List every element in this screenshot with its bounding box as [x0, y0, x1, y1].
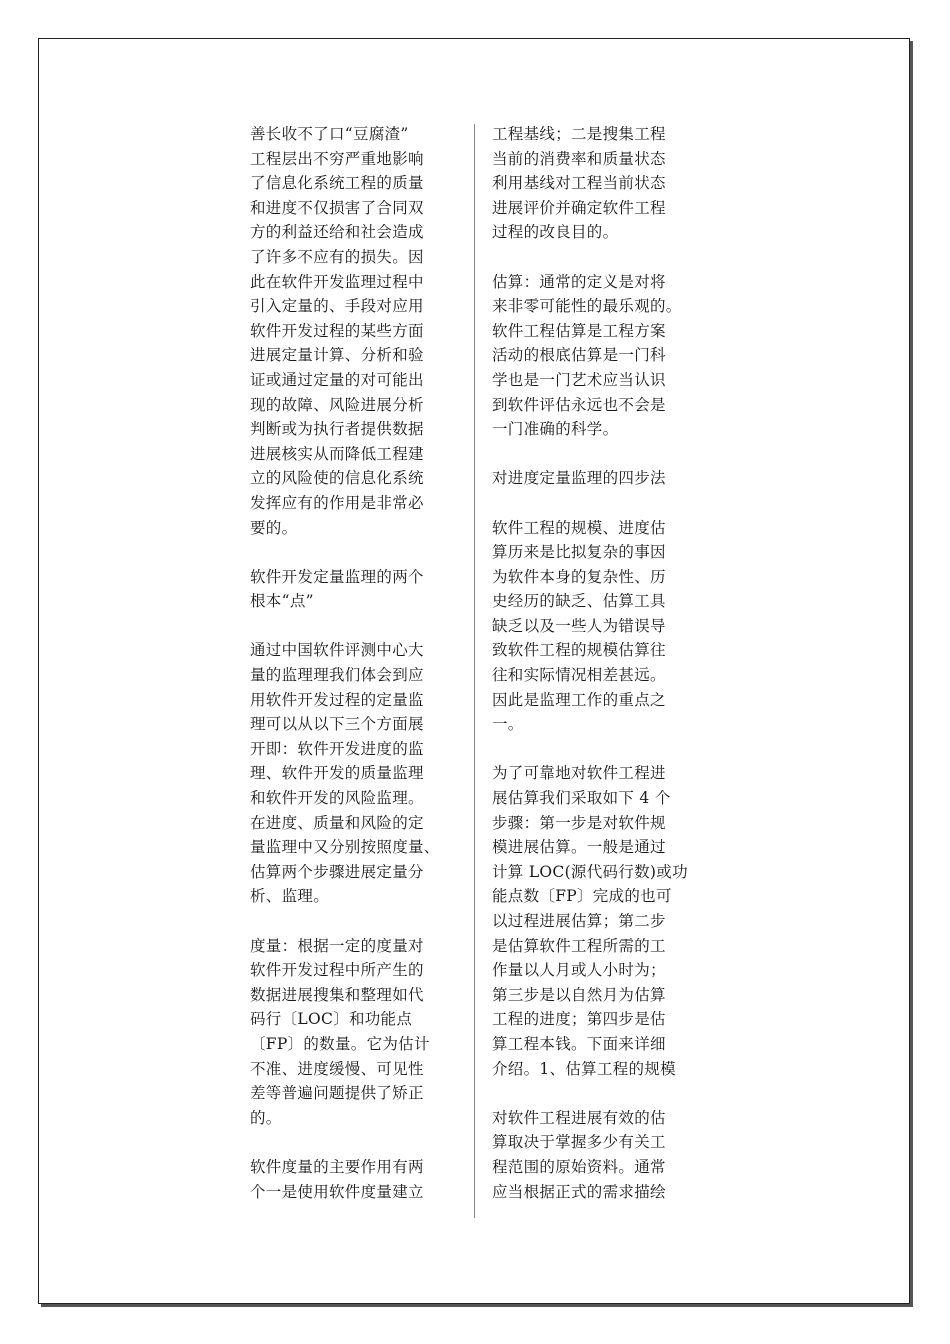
paragraph: 为了可靠地对软件工程进 展估算我们采取如下 4 个 步骤：第一步是对软件规 模进展估算。一般是通过 计算 LOC(源代码行数)或功 能点数〔FP〕完成的也可 以过程进展估算；第二步 是估算软件工程所需的工 作量以人月或人小时为； 第三步是以自然月为估算 工程的进度；第四步是估 算工程本钱。下面来详细 介绍。1、估算工程的规模 — [492, 764, 688, 1078]
left-text-column — [250, 122, 450, 1204]
paragraph: 度量：根据一定的度量对 软件开发过程中所产生的 数据进展搜集和整理如代 码行〔LOC〕和功能点 〔FP〕的数量。它为估计 不准、进度缓慢、可见性 差等普遍问题提供了矫正 的。 — [250, 936, 430, 1127]
paragraph: 善长收不了口“豆腐渣” 工程层出不穷严重地影响 了信息化系统工程的质量 和进度不仅损害了合同双 方的利益还给和社会造成 了许多不应有的损失。因 此在软件开发监理过程中 引入定量的、手段对应用 软件开发过程的某些方面 进展定量计算、分析和验 证或通过定量的对可能出 现的故障、风险进展分析 判断或为执行者提供数据 进展核实从而降低工程建 立的风险使的信息化系统 发挥应有的作用是非常必 要的。 — [250, 125, 424, 537]
section-heading: 软件开发定量监理的两个 根本“点” — [250, 567, 424, 611]
column-divider — [474, 124, 475, 1218]
section-heading: 对进度定量监理的四步法 — [492, 469, 666, 488]
paragraph: 估算：通常的定义是对将 来非零可能性的最乐观的。 软件工程估算是工程方案 活动的根底估算是一门科 学也是一门艺术应当认识 到软件评估永远也不会是 一门准确的科学。 — [492, 272, 682, 439]
paragraph: 软件工程的规模、进度估 算历来是比拟复杂的事因 为软件本身的复杂性、历 史经历的缺乏、估算工具 缺乏以及一些人为错误导 致软件工程的规模估算往 往和实际情况相差甚远。 因此是监理工作的重点之 一。 — [492, 518, 666, 734]
paragraph: 对软件工程进展有效的估 算取决于掌握多少有关工 程范围的原始资料。通常 应当根据正式的需求描绘 — [492, 1108, 666, 1201]
right-text-column — [492, 122, 704, 1204]
paragraph: 软件度量的主要作用有两 个一是使用软件度量建立 — [250, 1157, 424, 1201]
paragraph: 通过中国软件评测中心大 量的监理理我们体会到应 用软件开发过程的定量监 理可以从以下三个方面展 开即：软件开发进度的监 理、软件开发的质量监理 和软件开发的风险监理。 在进度、质量和风险的定 量监理中又分别按照度量、 估算两个步骤进展定量分 析、监理。 — [250, 641, 440, 906]
paragraph: 工程基线；二是搜集工程 当前的消费率和质量状态 利用基线对工程当前状态 进展评价并确定软件工程 过程的改良目的。 — [492, 125, 666, 242]
